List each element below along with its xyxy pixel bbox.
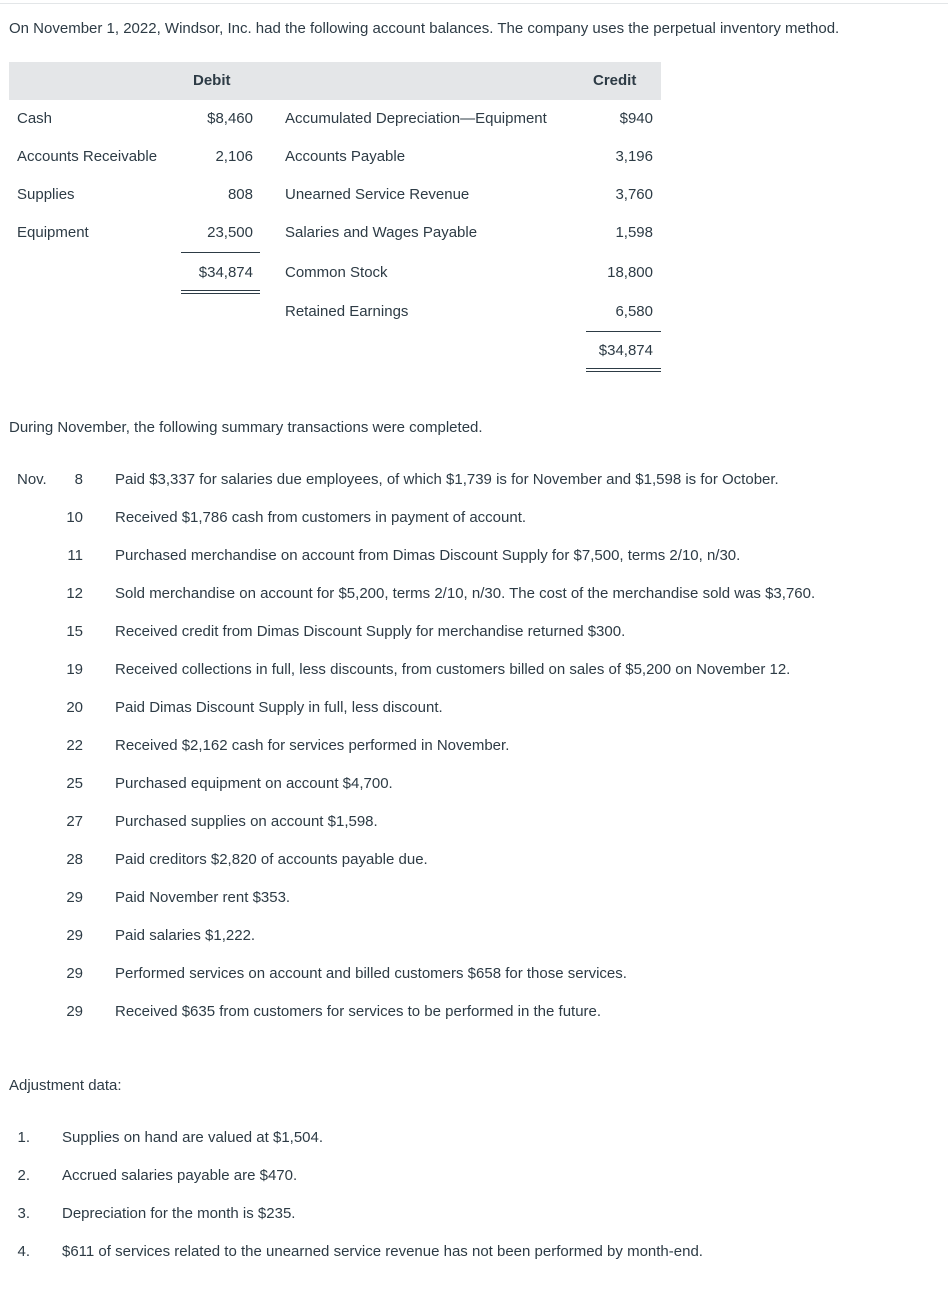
adjustment-number: 4. — [17, 1243, 30, 1260]
transaction-text: Received collections in full, less discounts, from customers billed on sales of $5,200 on November 12. — [115, 661, 791, 678]
adjustment-text: $611 of services related to the unearned service revenue has not been performed by month-end. — [62, 1243, 703, 1260]
transaction-day: 29 — [66, 889, 83, 906]
credit-total: $34,874 — [598, 342, 653, 359]
transaction-day: 11 — [67, 547, 83, 564]
debit-amount-equipment: 23,500 — [207, 224, 253, 241]
transaction-day: 28 — [66, 851, 83, 868]
credit-header: Credit — [593, 72, 637, 89]
credit-account-accum-depreciation: Accumulated Depreciation—Equipment — [285, 110, 547, 127]
debit-account-receivable: Accounts Receivable — [17, 148, 158, 165]
transaction-day: 8 — [74, 471, 83, 488]
transaction-text: Received $1,786 cash from customers in payment of account. — [115, 509, 527, 526]
credit-amount-common-stock: 18,800 — [607, 264, 653, 281]
transaction-day: 15 — [66, 623, 83, 640]
credit-amount-retained-earnings: 6,580 — [615, 303, 653, 320]
credit-total-double-rule-2 — [586, 371, 661, 372]
intro-text: On November 1, 2022, Windsor, Inc. had the following account balances. The company uses the perpetual inventory method. — [9, 20, 840, 37]
transaction-day: 27 — [66, 813, 83, 830]
adjustment-number: 2. — [17, 1167, 30, 1184]
credit-account-retained-earnings: Retained Earnings — [285, 303, 409, 320]
top-divider — [0, 3, 948, 4]
transaction-text: Performed services on account and billed customers $658 for those services. — [115, 965, 627, 982]
month-label: Nov. — [17, 471, 47, 488]
transactions-intro: During November, the following summary transactions were completed. — [9, 419, 483, 436]
debit-header: Debit — [193, 72, 231, 89]
debit-total-double-rule-2 — [181, 293, 260, 294]
transaction-day: 29 — [66, 927, 83, 944]
transaction-day: 20 — [66, 699, 83, 716]
transaction-text: Paid $3,337 for salaries due employees, of which $1,739 is for November and $1,598 is for October. — [115, 471, 779, 488]
transaction-text: Received $2,162 cash for services performed in November. — [115, 737, 510, 754]
debit-account-equipment: Equipment — [17, 224, 89, 241]
adjustment-number: 3. — [17, 1205, 30, 1222]
debit-amount-supplies: 808 — [227, 186, 253, 203]
transaction-day: 29 — [66, 1003, 83, 1020]
credit-account-common-stock: Common Stock — [285, 264, 388, 281]
transaction-text: Received $635 from customers for services to be performed in the future. — [115, 1003, 602, 1020]
transaction-text: Paid Dimas Discount Supply in full, less discount. — [115, 699, 443, 716]
credit-amount-accum-depreciation: $940 — [619, 110, 653, 127]
adjustment-title: Adjustment data: — [9, 1077, 122, 1094]
transaction-day: 12 — [66, 585, 83, 602]
debit-amount-cash: $8,460 — [207, 110, 253, 127]
adjustment-text: Supplies on hand are valued at $1,504. — [62, 1129, 324, 1146]
adjustment-text: Depreciation for the month is $235. — [62, 1205, 296, 1222]
credit-amount-unearned-revenue: 3,760 — [615, 186, 653, 203]
transaction-text: Paid November rent $353. — [115, 889, 291, 906]
transaction-day: 25 — [66, 775, 83, 792]
credit-amount-salaries-payable: 1,598 — [615, 224, 653, 241]
debit-total: $34,874 — [198, 264, 253, 281]
credit-account-unearned-revenue: Unearned Service Revenue — [285, 186, 470, 203]
credit-total-double-rule-1 — [586, 368, 661, 369]
transaction-day: 19 — [66, 661, 83, 678]
debit-total-double-rule-1 — [181, 290, 260, 291]
transaction-text: Purchased supplies on account $1,598. — [115, 813, 378, 830]
transaction-text: Purchased merchandise on account from Dimas Discount Supply for $7,500, terms 2/10, n/30. — [115, 547, 741, 564]
credit-account-payable: Accounts Payable — [285, 148, 406, 165]
debit-account-cash: Cash — [17, 110, 53, 127]
transaction-day: 29 — [66, 965, 83, 982]
transaction-text: Paid salaries $1,222. — [115, 927, 256, 944]
transaction-text: Sold merchandise on account for $5,200, terms 2/10, n/30. The cost of the merchandise sold was $3,760. — [115, 585, 816, 602]
transaction-text: Received credit from Dimas Discount Supply for merchandise returned $300. — [115, 623, 626, 640]
credit-account-salaries-payable: Salaries and Wages Payable — [285, 224, 478, 241]
debit-subtotal-rule — [181, 252, 260, 253]
transaction-text: Purchased equipment on account $4,700. — [115, 775, 393, 792]
debit-amount-receivable: 2,106 — [215, 148, 253, 165]
credit-subtotal-rule — [586, 331, 661, 332]
adjustment-text: Accrued salaries payable are $470. — [62, 1167, 298, 1184]
debit-account-supplies: Supplies — [17, 186, 75, 203]
transaction-day: 10 — [66, 509, 83, 526]
adjustment-number: 1. — [17, 1129, 30, 1146]
balance-table-header — [9, 62, 661, 100]
transaction-text: Paid creditors $2,820 of accounts payable due. — [115, 851, 428, 868]
credit-amount-payable: 3,196 — [615, 148, 653, 165]
transaction-day: 22 — [66, 737, 83, 754]
